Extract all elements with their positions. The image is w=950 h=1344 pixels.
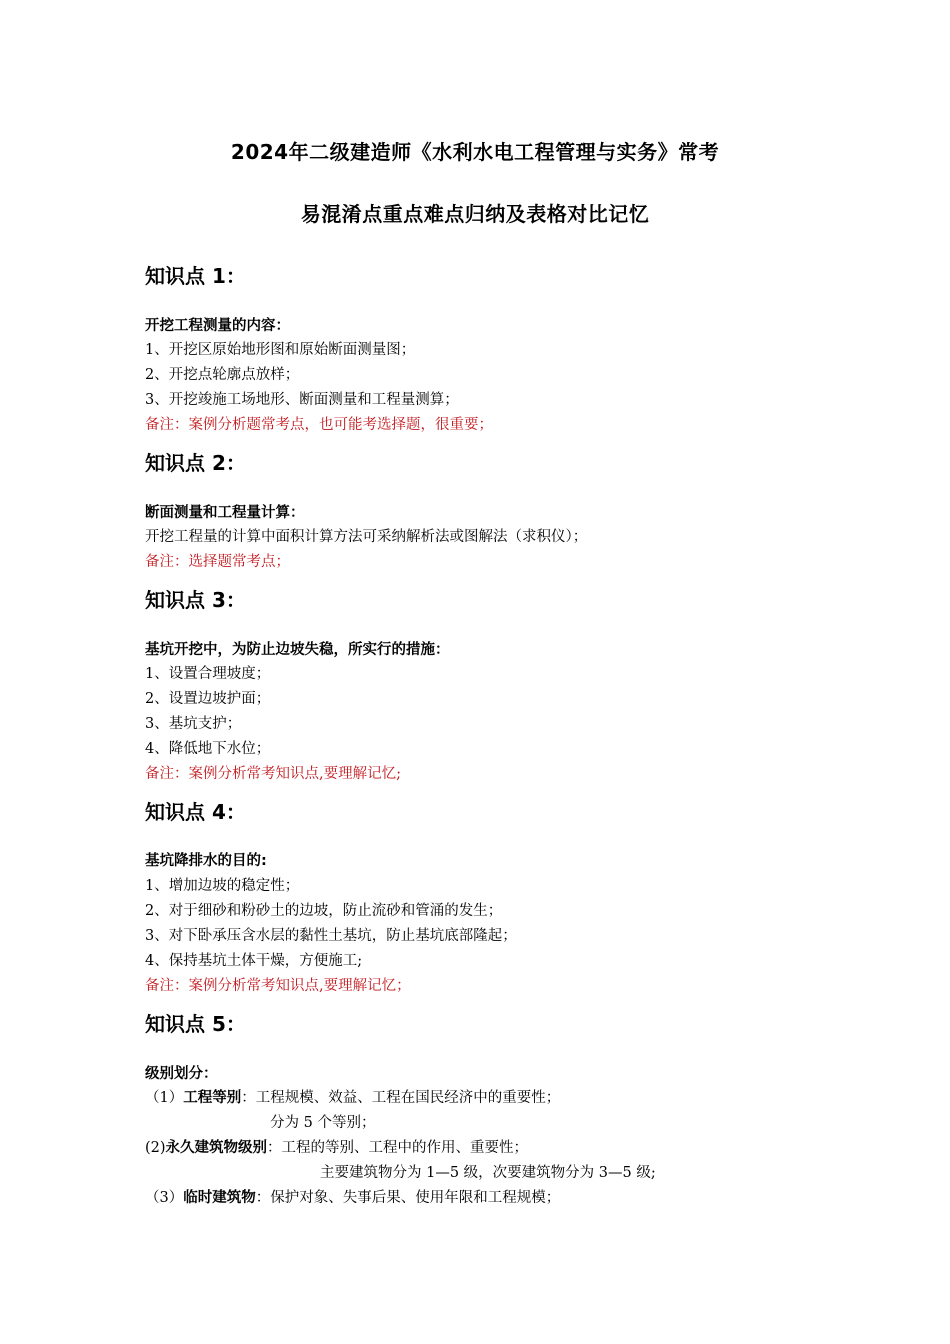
note-text: 备注：案例分析题常考点，也可能考选择题，很重要； bbox=[145, 417, 493, 433]
grade-text: 工程规模、效益、工程在国民经济中的重要性； bbox=[255, 1090, 561, 1106]
grade-separator: ： bbox=[255, 1190, 271, 1206]
document-title-line2: 易混淆点重点难点归纳及表格对比记忆 bbox=[300, 202, 650, 226]
list-item: 3、基坑支护； bbox=[145, 716, 242, 732]
grade-label: 工程等别 bbox=[183, 1090, 242, 1106]
grade-continuation: 分为 5 个等别； bbox=[270, 1115, 376, 1131]
grade-prefix: （1） bbox=[145, 1090, 184, 1106]
section-heading: 知识点 2： bbox=[145, 451, 246, 475]
list-item: 3、对下卧承压含水层的黏性土基坑，防止基坑底部隆起； bbox=[145, 928, 517, 944]
section-heading: 知识点 5： bbox=[145, 1012, 246, 1036]
section-subheading: 基坑开挖中，为防止边坡失稳，所实行的措施： bbox=[145, 642, 450, 658]
grade-label: 临时建筑物 bbox=[183, 1190, 256, 1206]
grade-text: 工程的等别、工程中的作用、重要性； bbox=[281, 1140, 529, 1156]
grade-continuation: 主要建筑物分为 1—5 级，次要建筑物分为 3—5 级; bbox=[320, 1165, 656, 1181]
list-item: 4、保持基坑土体干燥，方便施工; bbox=[145, 953, 363, 969]
grade-separator: ： bbox=[267, 1140, 282, 1156]
section-subheading: 断面测量和工程量计算： bbox=[145, 505, 305, 521]
list-item: 4、降低地下水位； bbox=[145, 741, 271, 757]
section-subheading: 基坑降排水的目的: bbox=[145, 853, 267, 869]
list-item: 开挖工程量的计算中面积计算方法可采纳解析法或图解法（求积仪）； bbox=[145, 529, 588, 545]
section-subheading: 级别划分： bbox=[145, 1066, 218, 1082]
list-item: 1、设置合理坡度； bbox=[145, 666, 271, 682]
section-heading: 知识点 3： bbox=[145, 588, 246, 612]
grade-prefix: （3） bbox=[145, 1190, 184, 1206]
grade-separator: ： bbox=[241, 1090, 256, 1106]
note-text: 备注：案例分析常考知识点,要理解记忆; bbox=[145, 766, 401, 782]
grade-prefix: (2) bbox=[145, 1140, 166, 1156]
section-heading: 知识点 1： bbox=[145, 264, 246, 288]
grade-label: 永久建筑物级别 bbox=[165, 1140, 268, 1156]
list-item: 3、开挖竣施工场地形、断面测量和工程量测算； bbox=[145, 392, 459, 408]
section-heading: 知识点 4： bbox=[145, 800, 246, 824]
list-item: 1、开挖区原始地形图和原始断面测量图； bbox=[145, 342, 416, 358]
section-subheading: 开挖工程测量的内容： bbox=[145, 318, 290, 334]
grade-text: 保护对象、失事后果、使用年限和工程规模； bbox=[270, 1190, 561, 1206]
note-text: 备注：选择题常考点； bbox=[145, 554, 290, 570]
grade-item bbox=[145, 1088, 560, 1108]
grade-item bbox=[145, 1188, 560, 1208]
list-item: 1、增加边坡的稳定性； bbox=[145, 878, 300, 894]
list-item: 2、开挖点轮廓点放样； bbox=[145, 367, 300, 383]
list-item: 2、设置边坡护面； bbox=[145, 691, 271, 707]
note-text: 备注：案例分析常考知识点,要理解记忆； bbox=[145, 978, 411, 994]
grade-item bbox=[145, 1138, 528, 1158]
list-item: 2、对于细砂和粉砂土的边坡，防止流砂和管涌的发生； bbox=[145, 903, 503, 919]
document-title-line1: 2024年二级建造师《水利水电工程管理与实务》常考 bbox=[230, 140, 720, 164]
